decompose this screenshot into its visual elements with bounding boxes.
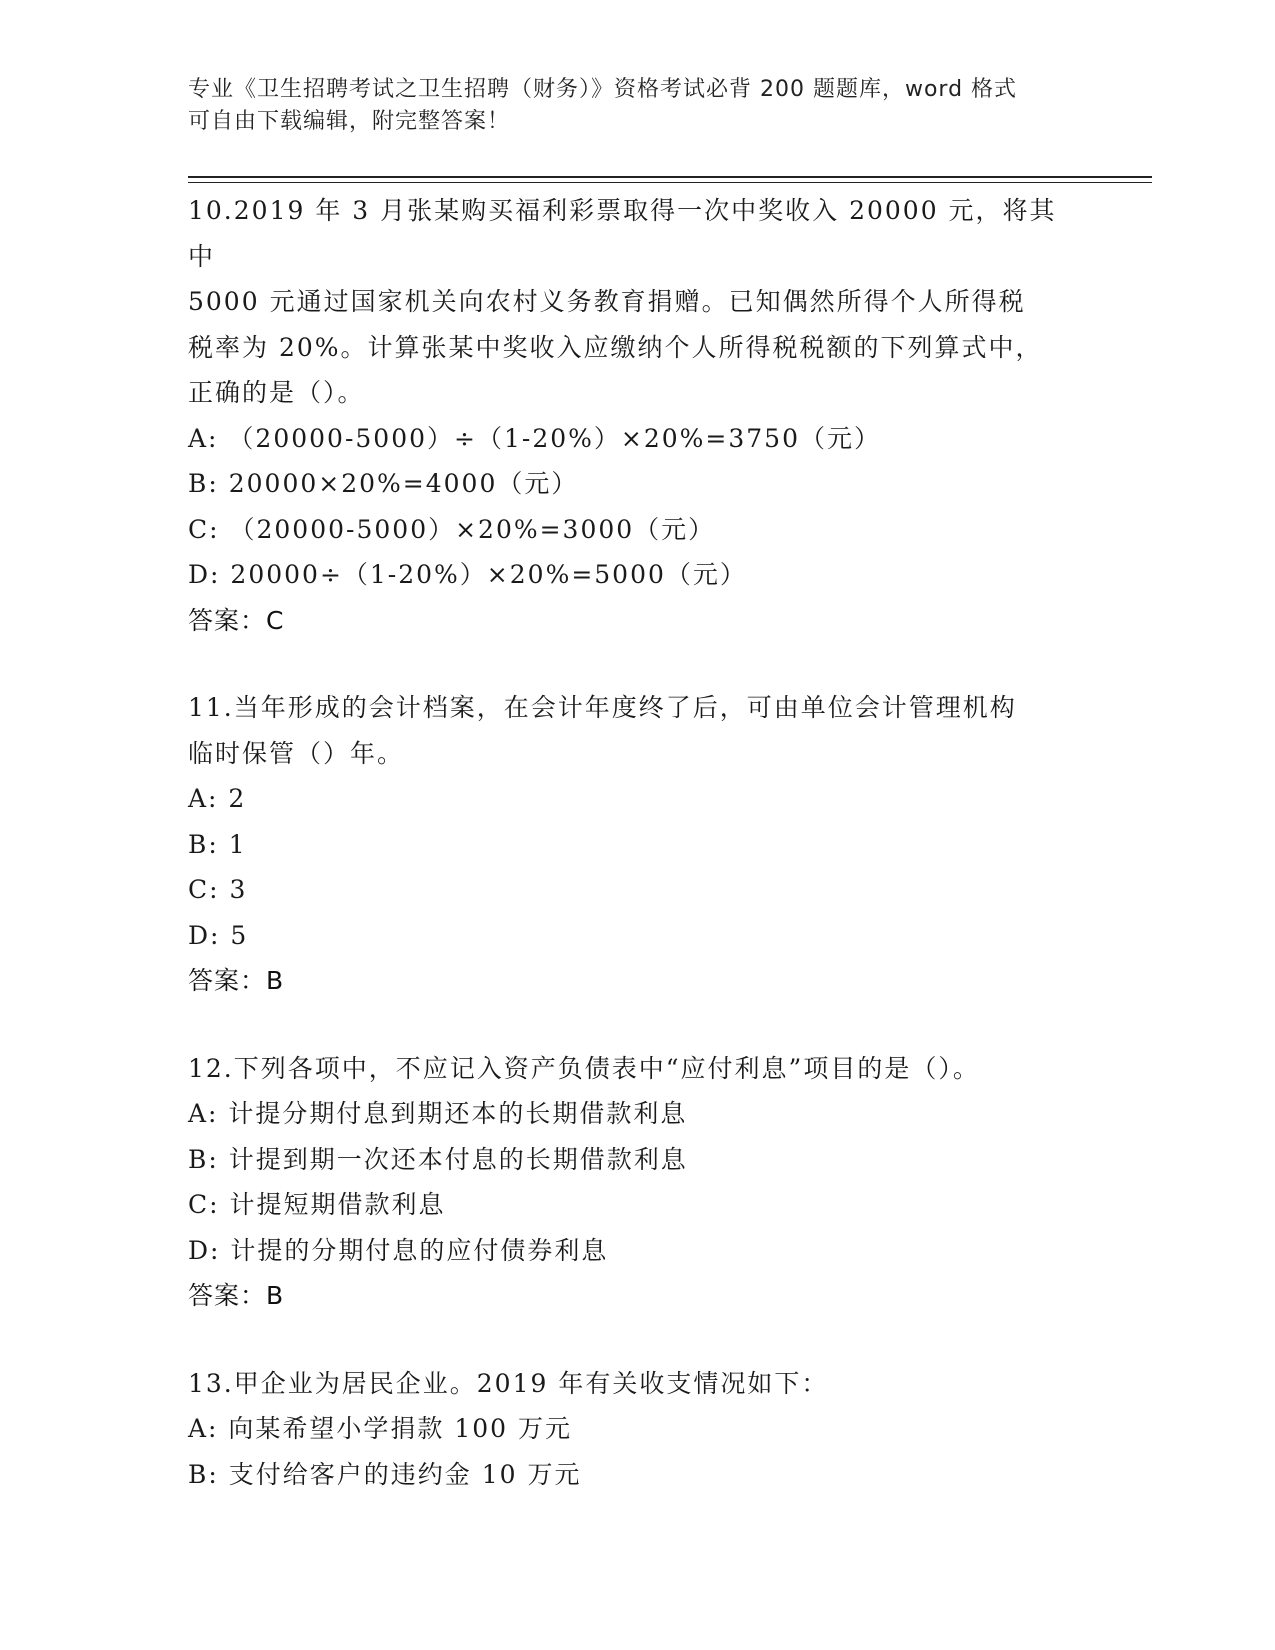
answer-line: 答案：B <box>188 1281 285 1310</box>
question-list <box>188 188 1088 1539</box>
option-a: A: 2 <box>188 784 247 813</box>
question-12 <box>188 1046 1088 1319</box>
question-stem-line: 临时保管（）年。 <box>188 738 405 768</box>
question-11 <box>188 685 1088 1004</box>
answer-line: 答案：C <box>188 605 285 635</box>
option-b: B: 20000×20%=4000（元） <box>188 469 579 498</box>
header-line-1: 专业《卫生招聘考试之卫生招聘（财务）》资格考试必背 200 题题库，word 格式 <box>188 77 1018 102</box>
header-line-2: 可自由下载编辑，附完整答案！ <box>188 109 511 134</box>
question-stem-line: 正确的是（）。 <box>188 378 365 407</box>
question-stem-line: 10.2019 年 3 月张某购买福利彩票取得一次中奖收入 20000 元，将其中 <box>188 196 1057 271</box>
option-d: D: 5 <box>188 920 249 950</box>
option-a: A: 向某希望小学捐款 100 万元 <box>188 1414 573 1443</box>
question-stem-line: 5000 元通过国家机关向农村义务教育捐赠。已知偶然所得个人所得税 <box>188 287 1026 316</box>
question-stem-line: 12.下列各项中，不应记入资产负债表中“应付利息”项目的是（）。 <box>188 1053 980 1083</box>
option-b: B: 1 <box>188 829 247 859</box>
question-stem-line: 13.甲企业为居民企业。2019 年有关收支情况如下： <box>188 1368 829 1398</box>
question-10 <box>188 188 1088 643</box>
question-13 <box>188 1361 1088 1498</box>
question-stem-line: 税率为 20%。计算张某中奖收入应缴纳个人所得税税额的下列算式中， <box>188 332 1043 362</box>
option-c: C: 计提短期借款利息 <box>188 1190 446 1219</box>
option-d: D: 20000÷（1-20%）×20%=5000（元） <box>188 560 747 589</box>
option-a: A: 计提分期付息到期还本的长期借款利息 <box>188 1099 688 1128</box>
header-divider-thick <box>188 176 1152 178</box>
option-c: C: 3 <box>188 875 248 904</box>
option-b: B: 支付给客户的违约金 10 万元 <box>188 1459 582 1489</box>
option-c: C: （20000-5000）×20%=3000（元） <box>188 514 716 544</box>
answer-line: 答案：B <box>188 966 285 995</box>
option-d: D: 计提的分期付息的应付债券利息 <box>188 1235 609 1265</box>
document-header <box>188 74 1068 138</box>
option-b: B: 计提到期一次还本付息的长期借款利息 <box>188 1144 688 1174</box>
header-divider-thin <box>188 182 1152 183</box>
question-stem-line: 11.当年形成的会计档案，在会计年度终了后，可由单位会计管理机构 <box>188 693 1017 722</box>
option-a: A: （20000-5000）÷（1-20%）×20%=3750（元） <box>188 423 881 453</box>
